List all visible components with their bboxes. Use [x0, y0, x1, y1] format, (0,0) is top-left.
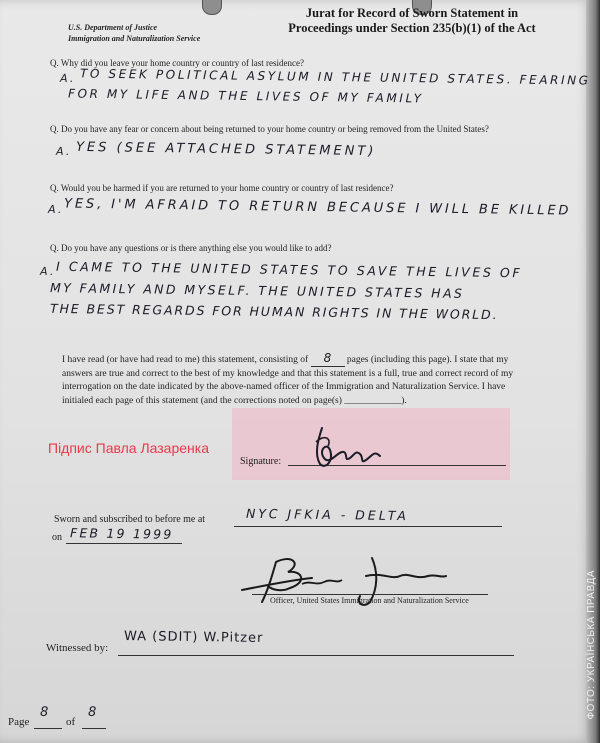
statement-text-pre: I have read (or have had read to me) this statement, consisting of — [62, 355, 309, 365]
page-label: Page — [8, 716, 30, 728]
page-total-line — [82, 728, 106, 729]
form-title-line1: Jurat for Record of Sworn Statement in — [305, 6, 519, 20]
page-total: 8 — [87, 704, 99, 721]
page-of-label: of — [66, 716, 76, 728]
statement-text-post: pages (including this page). I state that my answers are true and correct to the best of my knowledge and that this statement is a full, true and correct record of my interrogation on the date indicated by the above-named officer of the Immigration and Naturalization Service. I have initialed each page of this statement (and the corrections noted on page(s) ____________). — [62, 355, 514, 406]
answer-2-line1: YES (SEE ATTACHED STATEMENT) — [75, 139, 377, 160]
answer-1-line1: TO SEEK POLITICAL ASYLUM IN THE UNITED STATES. FEARING — [79, 66, 591, 88]
statement-pages-count: 8 — [311, 352, 345, 367]
form-title-line2: Proceedings under Section 235(b)(1) of the Act — [288, 21, 536, 35]
agency-name: U.S. Department of Justice — [68, 23, 158, 32]
sworn-label: Sworn and subscribed to before me at — [54, 514, 206, 525]
sworn-on-label: on — [52, 532, 62, 543]
sworn-place-line — [234, 526, 502, 527]
signature-caption: Підпис Павла Лазаренка — [48, 440, 209, 456]
witness-name: WA (SDIT) W.Pitzer — [123, 629, 264, 646]
answer-1-prefix: A. — [59, 71, 76, 86]
agency-service: Immigration and Naturalization Service — [68, 34, 201, 43]
question-4: Q. Do you have any questions or is there anything else you would like to add? — [50, 243, 332, 253]
page-current-line — [34, 728, 62, 729]
answer-4-line1: I CAME TO THE UNITED STATES TO SAVE THE LIVES OF — [55, 258, 523, 281]
question-2: Q. Do you have any fear or concern about being returned to your home country or being removed from the United States? — [50, 124, 489, 134]
officer-label: Officer, United States Immigration and Naturalization Service — [270, 596, 469, 605]
sworn-date: FEB 19 1999 — [69, 525, 174, 542]
witness-label: Witnessed by: — [46, 642, 109, 654]
sworn-place: NYC JFKIA - DELTA — [245, 505, 410, 524]
applicant-signature-mark — [300, 420, 390, 475]
signature-label: Signature: — [240, 456, 282, 467]
statement-paragraph — [62, 352, 532, 408]
form-title — [262, 6, 562, 36]
question-1: Q. Why did you leave your home country or country of last residence? — [50, 58, 305, 68]
officer-signature-line — [252, 594, 488, 595]
question-3: Q. Would you be harmed if you are returned to your home country or country of last residence? — [50, 183, 394, 193]
answer-1-line2: FOR MY LIFE AND THE LIVES OF MY FAMILY — [67, 86, 424, 106]
page-current: 8 — [39, 704, 51, 721]
sworn-date-line — [66, 543, 182, 544]
answer-3-line1: YES, I'M AFRAID TO RETURN BECAUSE I WILL BE KILLED — [63, 196, 572, 219]
answer-3-prefix: A. — [47, 202, 64, 217]
witness-line — [118, 655, 514, 656]
answer-4-line3: THE BEST REGARDS FOR HUMAN RIGHTS IN THE WORLD. — [49, 300, 499, 323]
answer-4-line2: MY FAMILY AND MYSELF. THE UNITED STATES HAS — [49, 280, 465, 301]
photo-credit: ФОТО: УКРАЇНСЬКА ПРАВДА — [586, 570, 597, 720]
answer-2-prefix: A. — [55, 144, 72, 159]
agency-header — [68, 22, 200, 44]
answer-4-prefix: A. — [39, 264, 56, 279]
